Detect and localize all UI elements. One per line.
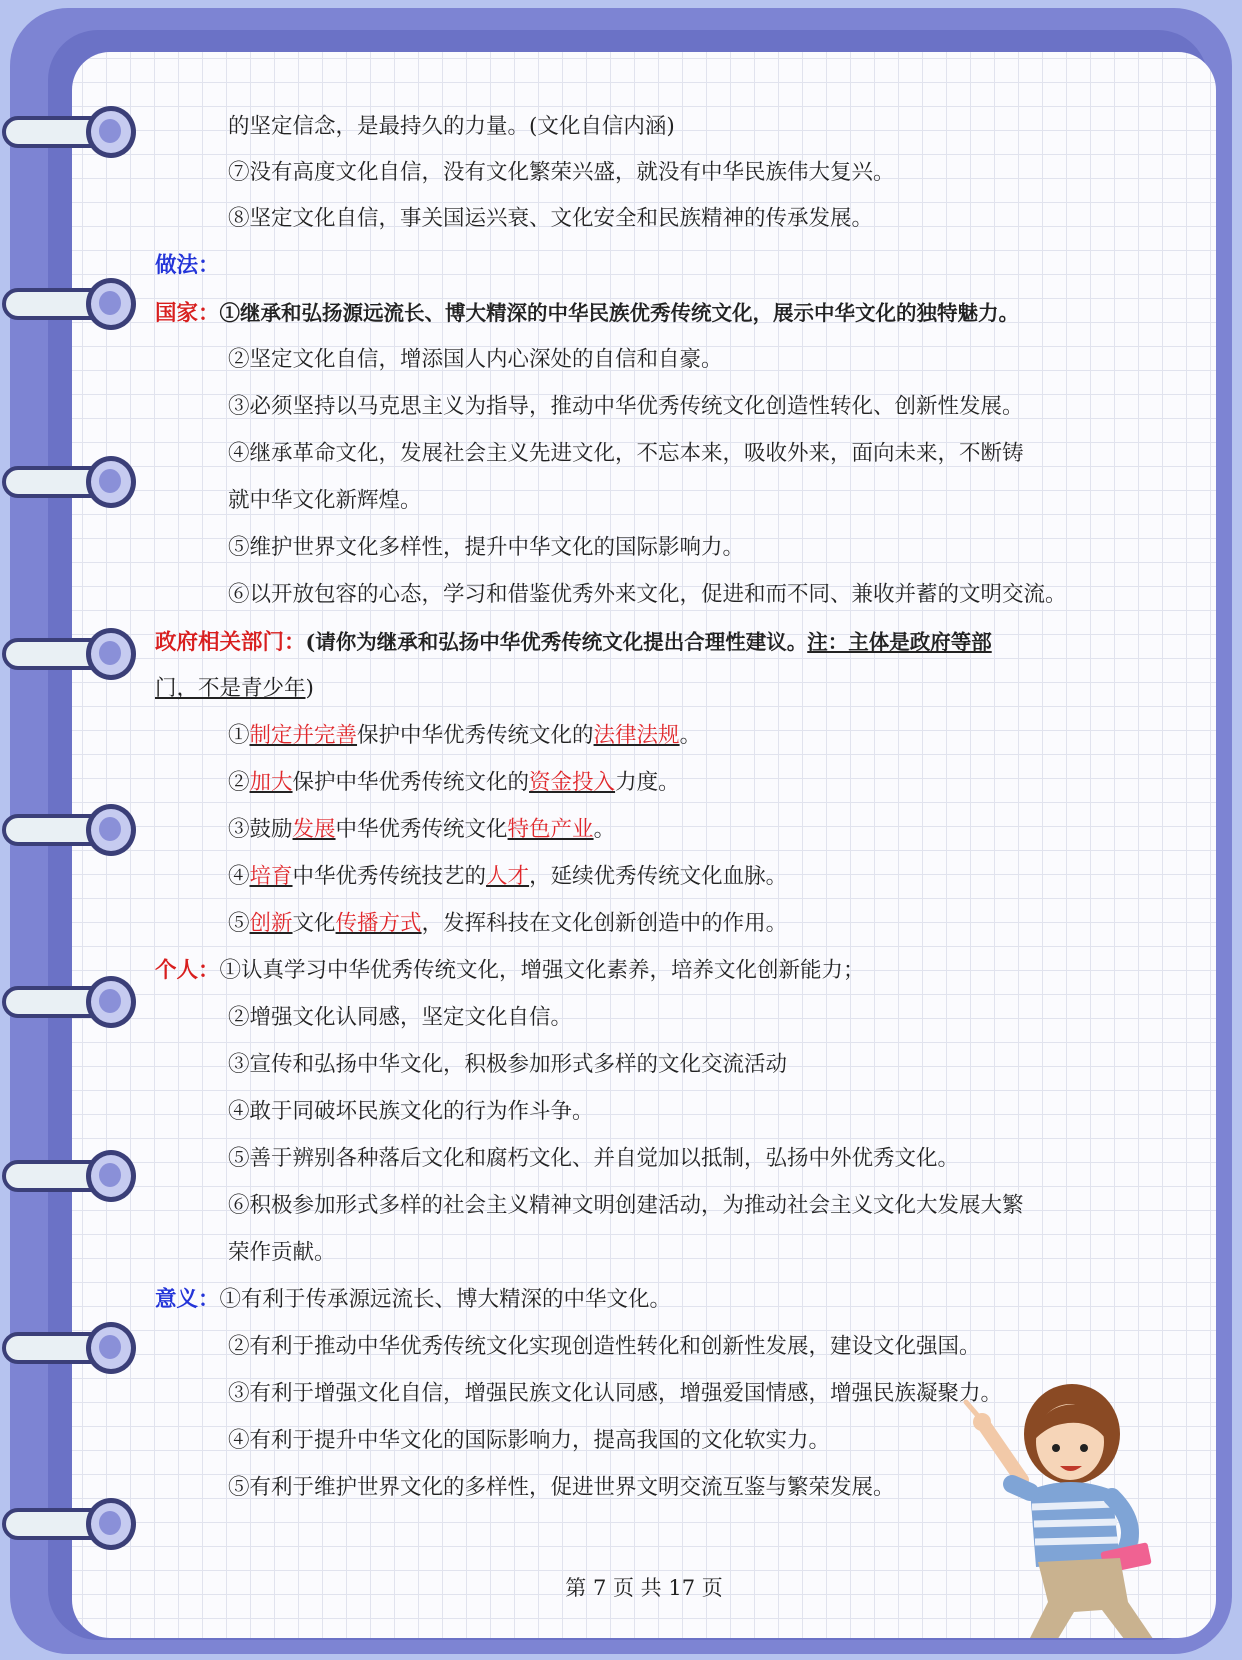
- binder-ring: [0, 800, 140, 860]
- text-line: ②加大保护中华优秀传统文化的资金投入力度。: [228, 770, 680, 795]
- text-line: ②增强文化认同感，坚定文化自信。: [228, 1005, 573, 1030]
- section-geren-line: 个人：①认真学习中华优秀传统文化，增强文化素养，培养文化创新能力；: [155, 958, 865, 983]
- section-label-zhengfu: 政府相关部门：: [155, 630, 306, 655]
- text-line: ③必须坚持以马克思主义为指导，推动中华优秀传统文化创造性转化、创新性发展。: [228, 394, 1024, 419]
- binder-ring: [0, 102, 140, 162]
- text-line: 荣作贡献。: [228, 1240, 336, 1265]
- text-line: ⑧坚定文化自信，事关国运兴衰、文化安全和民族精神的传承发展。: [228, 206, 874, 231]
- text-line: ③有利于增强文化自信，增强民族文化认同感，增强爱国情感，增强民族凝聚力。: [228, 1381, 1003, 1406]
- binder-ring: [0, 1146, 140, 1206]
- section-label-geren: 个人：: [155, 958, 220, 983]
- text-line: ⑥以开放包容的心态，学习和借鉴优秀外来文化，促进和而不同、兼收并蓄的文明交流。: [228, 582, 1067, 607]
- section-heading-zuofa: 做法：: [155, 253, 220, 278]
- text-line: 就中华文化新辉煌。: [228, 488, 422, 513]
- binder-ring: [0, 1494, 140, 1554]
- grid-paper-page: [72, 52, 1216, 1638]
- section-yiyi-line: 意义：①有利于传承源远流长、博大精深的中华文化。: [155, 1287, 672, 1312]
- text-line: 的坚定信念，是最持久的力量。(文化自信内涵): [228, 114, 675, 139]
- text-line: ⑤维护世界文化多样性，提升中华文化的国际影响力。: [228, 535, 745, 560]
- text-line: ⑥积极参加形式多样的社会主义精神文明创建活动，为推动社会主义文化大发展大繁: [228, 1193, 1024, 1218]
- text-line: ④敢于同破坏民族文化的行为作斗争。: [228, 1099, 594, 1124]
- text-line: ④继承革命文化，发展社会主义先进文化，不忘本来，吸收外来，面向未来，不断铸: [228, 441, 1024, 466]
- text-line: ②坚定文化自信，增添国人内心深处的自信和自豪。: [228, 347, 723, 372]
- text-line: ④培育中华优秀传统技艺的人才，延续优秀传统文化血脉。: [228, 864, 788, 889]
- section-guojia-line: 国家：①继承和弘扬源远流长、博大精深的中华民族优秀传统文化，展示中华文化的独特魅力。: [155, 301, 1020, 326]
- binder-ring: [0, 972, 140, 1032]
- page-content: [72, 52, 1216, 1638]
- pointing-girl-illustration: [952, 1362, 1192, 1638]
- page-number-footer: 第 7 页 共 17 页: [565, 1576, 723, 1600]
- text-line: ⑤善于辨别各种落后文化和腐朽文化、并自觉加以抵制，弘扬中外优秀文化。: [228, 1146, 960, 1171]
- binder-ring: [0, 452, 140, 512]
- section-zhengfu-line: 政府相关部门：(请你为继承和弘扬中华优秀传统文化提出合理性建议。注：主体是政府等部: [155, 630, 992, 655]
- section-label-yiyi: 意义：: [155, 1287, 220, 1312]
- text-line: ①制定并完善保护中华优秀传统文化的法律法规。: [228, 723, 702, 748]
- binder-ring: [0, 624, 140, 684]
- text-line: ⑦没有高度文化自信，没有文化繁荣兴盛，就没有中华民族伟大复兴。: [228, 160, 895, 185]
- section-label-guojia: 国家：: [155, 301, 220, 326]
- text-line: ⑤有利于维护世界文化的多样性，促进世界文明交流互鉴与繁荣发展。: [228, 1475, 895, 1500]
- text-line: ③鼓励发展中华优秀传统文化特色产业。: [228, 817, 616, 842]
- text-line: ⑤创新文化传播方式，发挥科技在文化创新创造中的作用。: [228, 911, 788, 936]
- text-line: 门，不是青少年): [155, 676, 314, 701]
- text-line: ③宣传和弘扬中华文化，积极参加形式多样的文化交流活动: [228, 1052, 788, 1077]
- binder-ring: [0, 1318, 140, 1378]
- text-line: ④有利于提升中华文化的国际影响力，提高我国的文化软实力。: [228, 1428, 831, 1453]
- text-line: ②有利于推动中华优秀传统文化实现创造性转化和创新性发展，建设文化强国。: [228, 1334, 981, 1359]
- binder-ring: [0, 274, 140, 334]
